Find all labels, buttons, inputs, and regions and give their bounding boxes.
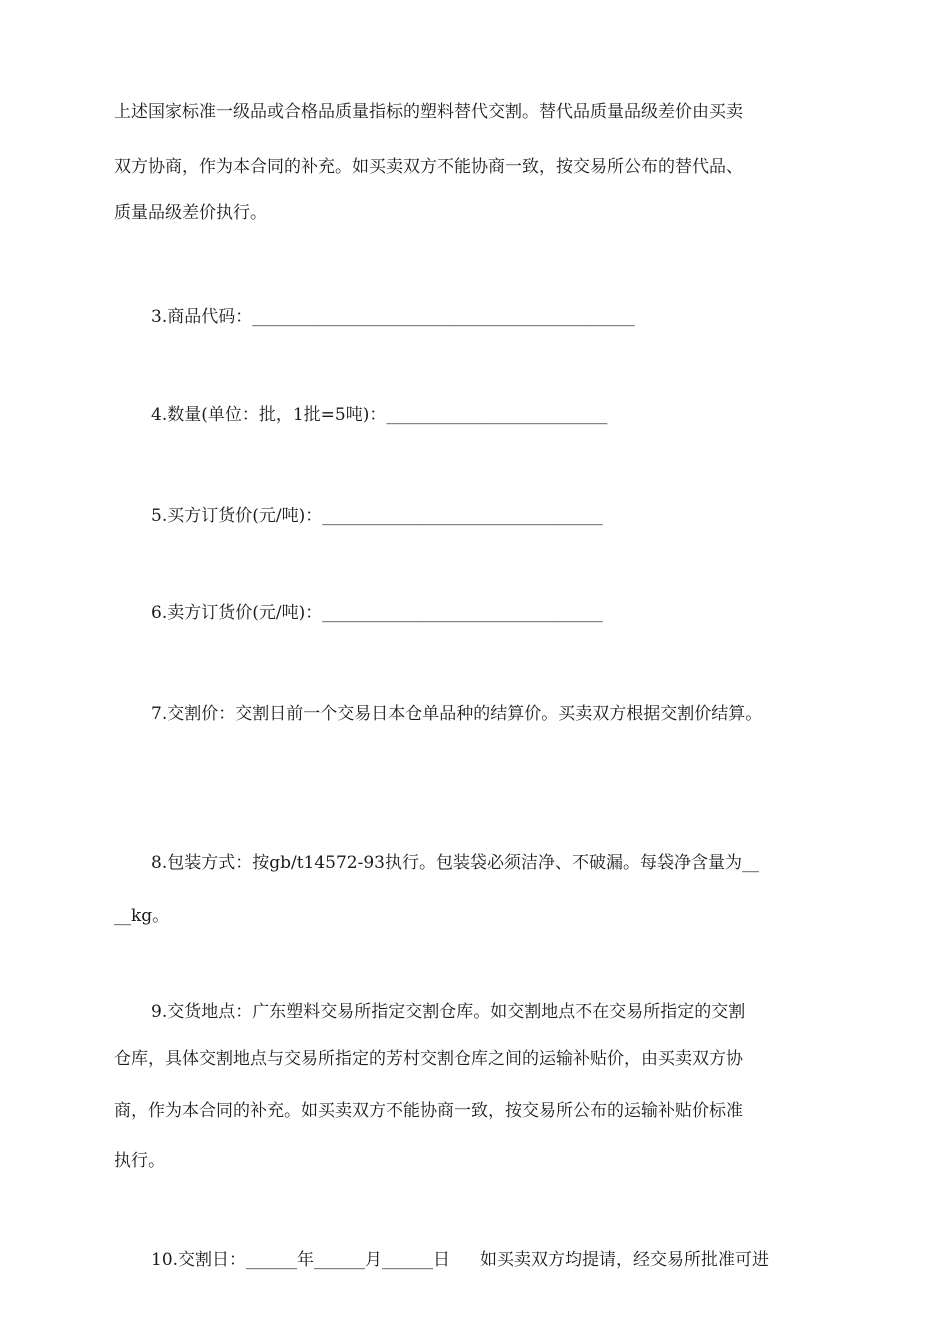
item-delivery-place-line-2: 仓库，具体交割地点与交易所指定的芳村交割仓库之间的运输补贴价，由买卖双方协 [114,1049,743,1069]
month-unit: 月 [365,1250,383,1270]
intro-line-3: 质量品级差价执行。 [114,203,267,223]
item-quantity: 4.数量(单位：批，1批=5吨)：__________________________ [151,405,608,425]
item-delivery-place-line-1: 9.交货地点：广东塑料交易所指定交割仓库。如交割地点不在交易所指定的交割 [151,1002,746,1022]
item-packaging-line-2: __kg。 [114,906,170,926]
item-packaging-line-1: 8.包装方式：按gb/t14572-93执行。包装袋必须洁净、不破漏。每袋净含量为__ [151,853,759,873]
item-seller-price: 6.卖方订货价(元/吨)：_________________________________ [151,603,603,623]
item-delivery-place-line-4: 执行。 [114,1151,165,1171]
delivery-date-label: 10.交割日： [151,1250,247,1270]
year-unit: 年 [297,1250,315,1270]
item-delivery-price: 7.交割价：交割日前一个交易日本仓单品种的结算价。买卖双方根据交割价结算。 [151,704,763,724]
intro-line-2: 双方协商，作为本合同的补充。如买卖双方不能协商一致，按交易所公布的替代品、 [114,157,743,177]
intro-line-1: 上述国家标准一级品或合格品质量指标的塑料替代交割。替代品质量品级差价由买卖 [114,102,743,122]
item-buyer-price: 5.买方订货价(元/吨)：_________________________________ [151,506,603,526]
item-delivery-place-line-3: 商，作为本合同的补充。如买卖双方不能协商一致，按交易所公布的运输补贴价标准 [114,1101,743,1121]
day-blank: ______ [382,1250,434,1270]
item-delivery-date [151,1248,769,1272]
day-unit: 日 [433,1250,451,1270]
item-product-code: 3.商品代码：_____________________________________________ [151,307,635,327]
year-blank: ______ [246,1250,298,1270]
delivery-date-remark: 如买卖双方均提请，经交易所批准可进 [480,1250,770,1270]
month-blank: ______ [314,1250,366,1270]
